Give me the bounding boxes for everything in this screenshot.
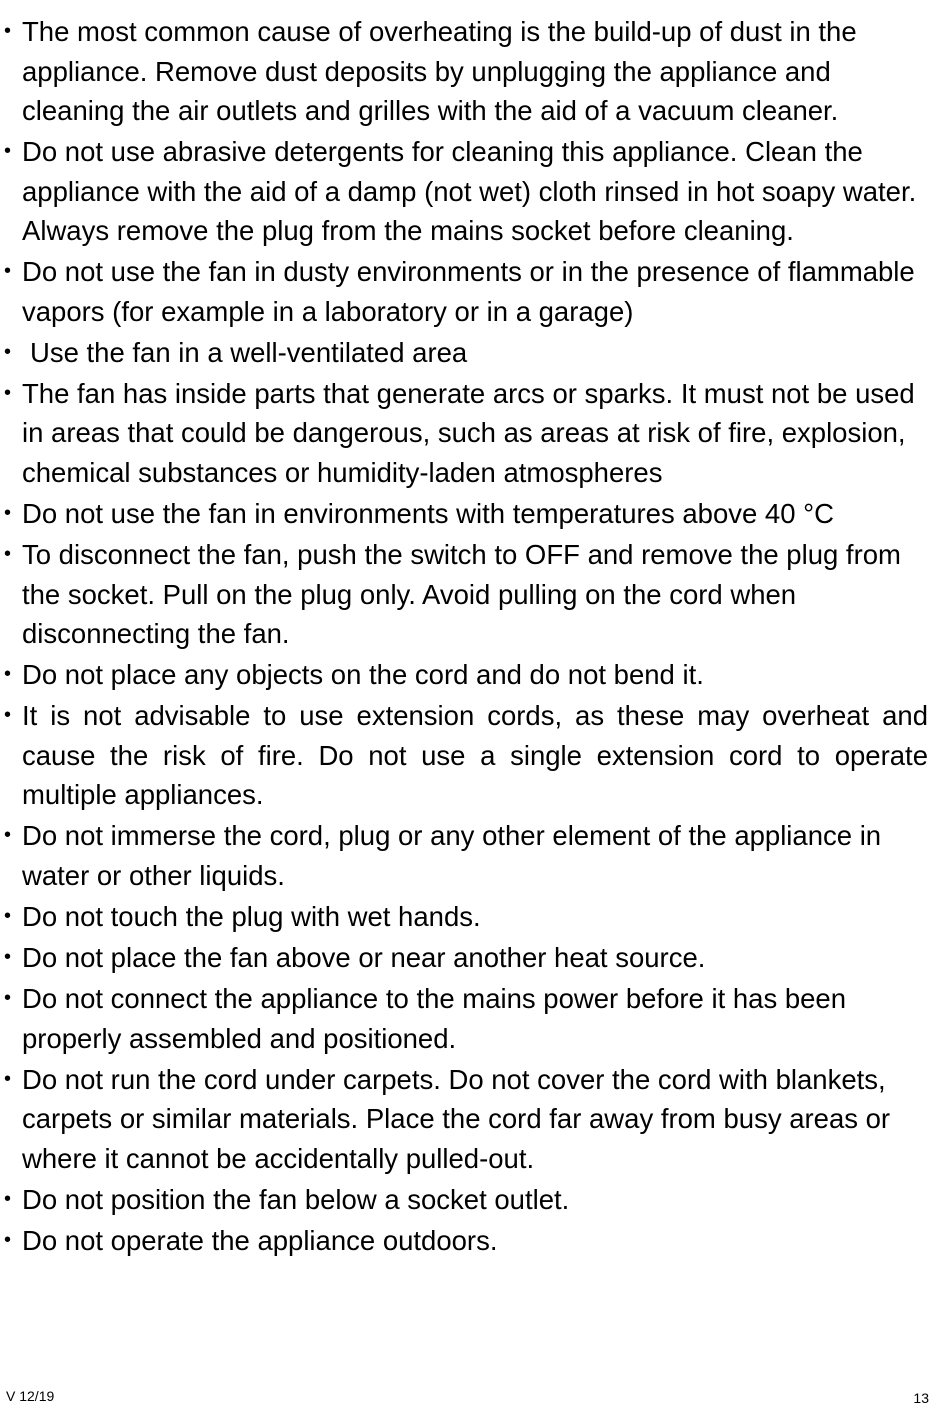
list-item	[0, 816, 950, 895]
list-item	[0, 535, 950, 654]
list-item	[0, 374, 950, 493]
list-item	[0, 1060, 950, 1179]
list-item-text: Do not touch the plug with wet hands.	[22, 900, 481, 932]
bullet-icon: •	[4, 1067, 12, 1090]
list-item	[0, 938, 950, 978]
bullet-icon: •	[4, 140, 12, 163]
list-item-text: Do not place any objects on the cord and do not bend it.	[22, 659, 704, 691]
list-item-text: The fan has inside parts that generate arcs or sparks. It must not be used in areas that could be dangerous, such as areas at risk of fire, explosion, chemical substances or humidity-laden atmospheres	[22, 377, 915, 488]
list-item	[0, 696, 950, 815]
bullet-icon: •	[4, 946, 12, 969]
list-item-text: The most common cause of overheating is the build-up of dust in the appliance. Remove dust deposits by unplugging the appliance and cleaning the air outlets and grilles with the aid of a vacuum cleaner.	[22, 16, 857, 126]
list-item	[0, 1221, 950, 1261]
bullet-icon: •	[4, 543, 12, 566]
document-version: V 12/19	[6, 1388, 55, 1404]
bullet-icon: •	[4, 704, 12, 727]
list-item-text: Do not use the fan in dusty environments or in the presence of flammable vapors (for example in a laboratory or in a garage)	[22, 256, 915, 327]
list-item-text: It is not advisable to use extension cords, as these may overheat and cause the risk of fire. Do not use a single extension cord to operate multiple appliances.	[22, 700, 928, 811]
bullet-icon: •	[4, 381, 12, 404]
list-item-text: Do not connect the appliance to the mains power before it has been properly assembled and positioned.	[22, 983, 847, 1054]
list-item-text: Do not operate the appliance outdoors.	[22, 1224, 498, 1256]
bullet-icon: •	[4, 987, 12, 1010]
bullet-icon: •	[4, 1187, 12, 1210]
bullet-icon: •	[4, 340, 12, 363]
bullet-icon: •	[4, 20, 12, 42]
list-item	[0, 252, 950, 331]
list-item-text: Do not use the fan in environments with temperatures above 40 °C	[22, 497, 835, 529]
list-item	[0, 333, 950, 373]
bullet-icon: •	[4, 904, 12, 927]
list-item-text: Do not run the cord under carpets. Do not cover the cord with blankets, carpets or similar materials. Place the cord far away from busy areas or where it cannot be accidentally pulled-out.	[22, 1063, 891, 1174]
bullet-icon: •	[4, 501, 12, 524]
list-item-text: To disconnect the fan, push the switch to OFF and remove the plug from the socket. Pull on the plug only. Avoid pulling on the cord when disconnecting the fan.	[22, 539, 901, 650]
list-item-text: Do not immerse the cord, plug or any other element of the appliance in water or other liquids.	[22, 820, 882, 891]
list-item	[0, 1180, 950, 1220]
bullet-icon: •	[4, 663, 12, 686]
list-item-text: Do not place the fan above or near another heat source.	[22, 942, 706, 974]
list-item	[0, 979, 950, 1058]
list-item	[0, 655, 950, 695]
bullet-icon: •	[4, 260, 12, 283]
bullet-icon: •	[4, 824, 12, 847]
page-number: 13	[913, 1390, 929, 1406]
list-item	[0, 897, 950, 937]
list-item	[0, 494, 950, 534]
safety-instructions-list	[0, 12, 950, 1262]
list-item-text: Do not use abrasive detergents for cleaning this appliance. Clean the appliance with the aid of a damp (not wet) cloth rinsed in hot soapy water. Always remove the plug from the mains socket before cleaning.	[22, 136, 917, 247]
list-item-text: Use the fan in a well-ventilated area	[30, 336, 468, 368]
list-item	[0, 132, 950, 251]
list-item-text: Do not position the fan below a socket outlet.	[22, 1183, 570, 1215]
list-item	[0, 12, 950, 131]
bullet-icon: •	[4, 1228, 12, 1251]
